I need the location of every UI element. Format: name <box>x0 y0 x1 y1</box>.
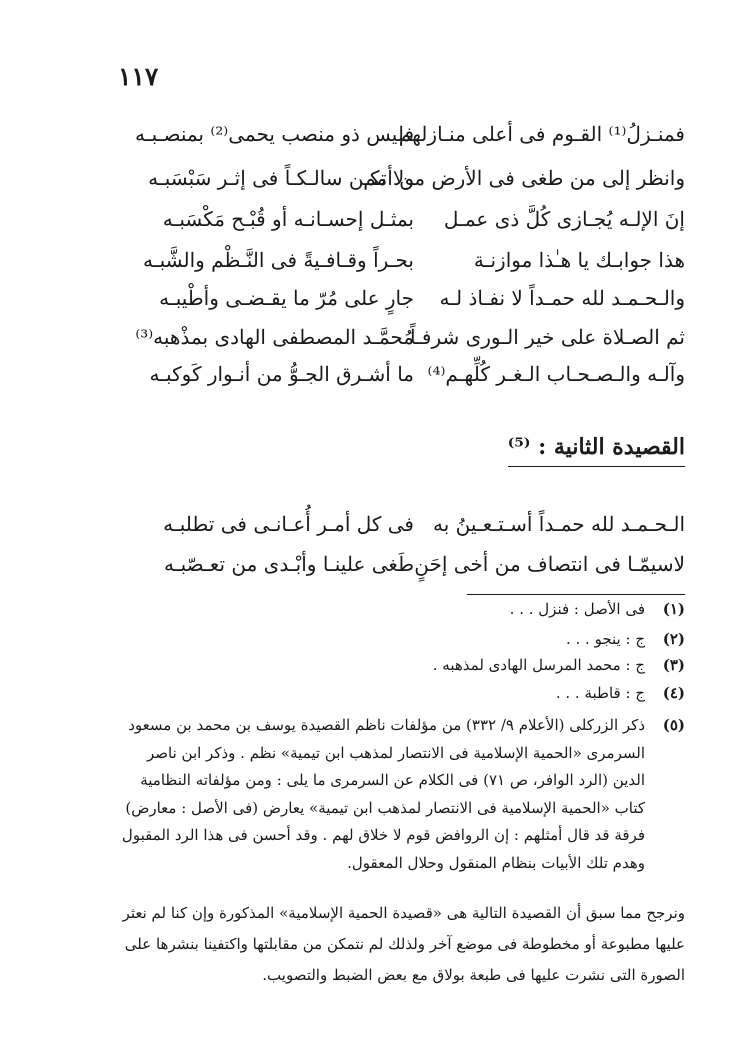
page-number: ١١٧ <box>118 62 159 91</box>
footnote-text: ذكر الزركلى (الأعلام ٩/ ٣٣٢) من مؤلفات ناظم القصيدة يوسف بن محمد بن مسعود السرمرى «الحمية الإسلامية فى الانتصار لمذهب ابن تيمية» نظم . وذكر ابن ناصر الدين (الرد الوافر، ص ٧١) فى الكلام عن السرمرى ما يلى : ومن مؤلفاته النظامية كتاب «الحمية الإسلامية فى الانتصار لمذهب ابن تيمية» يعارض (فى الأصل : معارض) فرقة قد قال أمثلهم : إن الروافض قوم لا خلاق لهم . وقد أحسن فى هذا الرد المقبول وهدم تلك الأبيات بنظام المنقول وحلال المعقول. <box>121 716 645 872</box>
verse-left: فليس ذو منصب يحمى⁽²⁾ بمنصـبـه <box>135 122 414 146</box>
closing-paragraph: ونرجح مما سبق أن القصيدة التالية هى «قصيدة الحمية الإسلامية» المذكورة وإن كنا لم نعثر عليها مطبوعة أو مخطوطة فى موضع آخر ولذلك لم نتمكن من مقابلتها واكتفينا بنشرها على الصورة التى نشرت عليها فى طبعة بولاق مع بعض الضبط والتصويب. <box>122 904 685 984</box>
verse-left: مُحمَّـد المصطفى الهادى بمذْهبه⁽³⁾ <box>135 325 414 349</box>
verse-right: فمنـزلُ⁽¹⁾ القـوم فى أعلى منـازلهم <box>398 122 685 146</box>
verse-left: فى كل أمـر أُعـانـى فى تطلبـه <box>163 512 414 536</box>
verse-right: ثم الصـلاة على خير الـورى شرفـاً <box>409 325 685 349</box>
footnote <box>112 630 685 648</box>
footnote-number: (٢) <box>662 630 685 648</box>
footnote <box>112 600 685 618</box>
verse-right: الـحـمـد لله حمـداً أسـتـعـينُ به <box>432 512 685 536</box>
verse-left: طَغى علينـا وأبْـدى من تعـصّبـه <box>163 552 414 576</box>
footnote <box>112 656 685 674</box>
footnote <box>112 712 685 877</box>
footnote-divider <box>467 594 685 595</box>
verse-right: وانظر إلى من طغى فى الأرض من أمم <box>363 166 685 190</box>
footnote <box>112 684 685 702</box>
verse-right: والـحـمـد لله حمـداً لا نفـاذ لـه <box>439 286 685 310</box>
footnote-number: (٣) <box>662 656 685 674</box>
verse-left: ما أشـرق الجـوُّ من أنـوار كَوكبـه <box>149 362 414 386</box>
footnote-number: (٥) <box>662 716 685 734</box>
verse-right: هذا جوابـك يا هـٰذا موازنـة <box>473 248 685 272</box>
footnote-text: ج : ينجو . . . <box>565 630 645 648</box>
verse-right: لاسيمّـا فى انتصاف من أخى إحَنٍ <box>414 552 685 576</box>
footnote-number: (٤) <box>662 684 685 702</box>
verse-left: بمثـل إحسـانـه أو قُبْـح مَكْسَبـه <box>162 207 414 231</box>
section-heading: القصيدة الثانية : ⁽⁵⁾ <box>508 434 685 467</box>
footnote-text: ج : قاطبة . . . <box>555 684 645 702</box>
footnote-number: (١) <box>662 600 685 618</box>
verse-left: بحـراً وقـافـيةً فى النَّـظْم والشَّبـه <box>143 248 414 272</box>
verse-right: إنَ الإلـه يُجـازى كُلَّ ذى عمـل <box>443 207 685 231</box>
verse-left: جارٍ على مُرّ ما يقـضـى وأطْيبـه <box>159 286 414 310</box>
verse-right: وآلـه والـصـحـاب الـغـر كُلِّهـم⁽⁴⁾ <box>427 362 685 386</box>
verse-left: ولا تكـن سالـكـاً فى إثـر سَبْسَبـه <box>148 166 414 190</box>
footnote-text: ج : محمد المرسل الهادى لمذهبه . <box>432 656 645 674</box>
footnote-text: فى الأصل : فنزل . . . <box>509 600 645 618</box>
